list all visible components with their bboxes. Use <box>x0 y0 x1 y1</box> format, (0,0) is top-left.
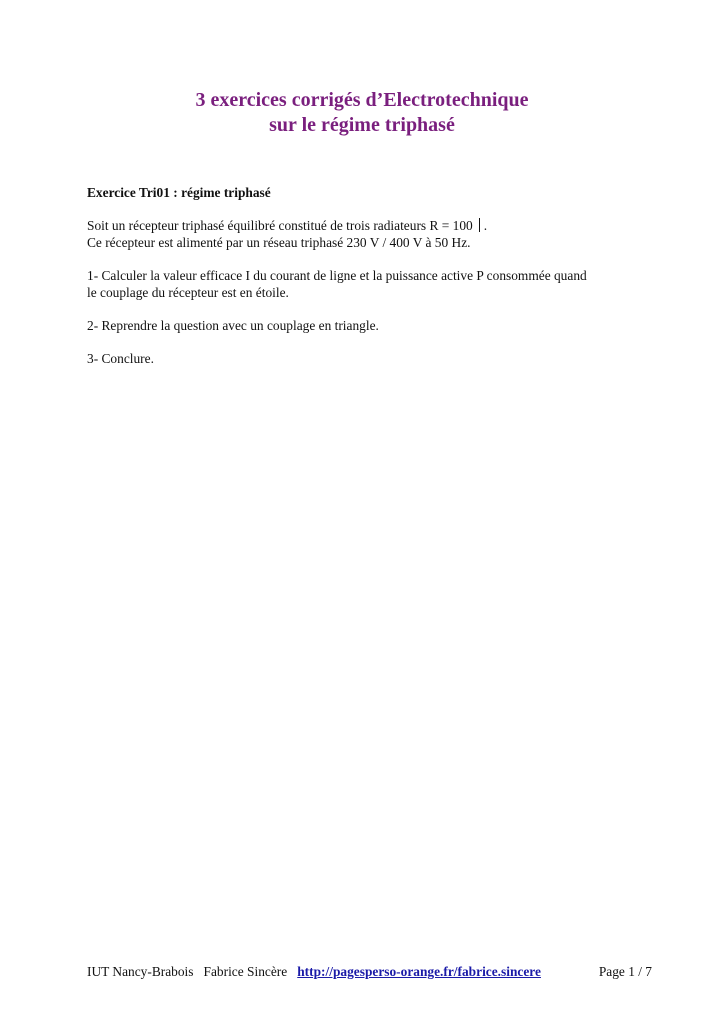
title-line-2: sur le régime triphasé <box>269 114 455 136</box>
statement-line-1 <box>87 217 647 234</box>
page-footer <box>87 963 652 980</box>
statement-line-2: Ce récepteur est alimenté par un réseau triphasé 230 V / 400 V à 50 Hz. <box>87 235 471 250</box>
title-line-1: 3 exercices corrigés d’Electrotechnique <box>195 89 529 111</box>
question-1 <box>87 267 647 301</box>
question-3: 3- Conclure. <box>87 351 154 366</box>
exercise-statement <box>87 217 647 251</box>
ohm-symbol-icon <box>479 218 480 232</box>
exercise-heading: Exercice Tri01 : régime triphasé <box>87 185 271 200</box>
footer-org: IUT Nancy-Brabois <box>87 964 194 979</box>
page-title <box>0 88 724 138</box>
exercise-section <box>87 184 647 383</box>
statement-end: . <box>483 218 488 233</box>
question-1-line-1: 1- Calculer la valeur efficace I du courant de ligne et la puissance active P consommée quand <box>87 268 587 283</box>
question-1-line-2: le couplage du récepteur est en étoile. <box>87 285 289 300</box>
footer-author: Fabrice Sincère <box>203 964 288 979</box>
footer-website-link[interactable]: http://pagesperso-orange.fr/fabrice.sincere <box>297 964 541 979</box>
page-number: Page 1 / 7 <box>598 964 652 979</box>
statement-text: Soit un récepteur triphasé équilibré constitué de trois radiateurs R = 100 <box>87 218 473 233</box>
question-2: 2- Reprendre la question avec un couplage en triangle. <box>87 318 379 333</box>
